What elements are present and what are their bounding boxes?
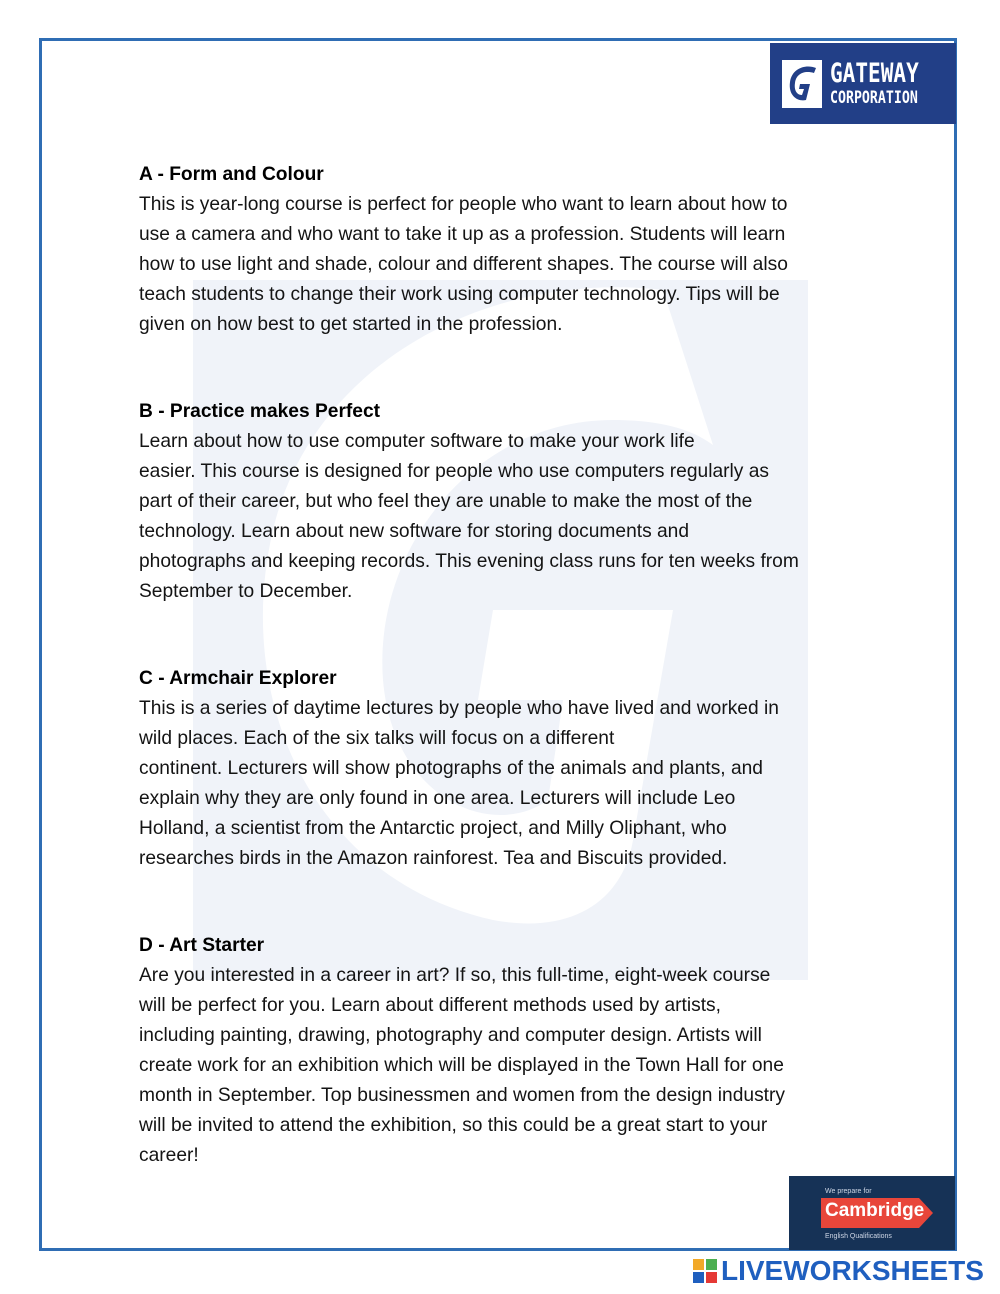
section-line: September to December. <box>139 581 353 602</box>
section-line: given on how best to get started in the profession. <box>139 314 563 335</box>
section-line: use a camera and who want to take it up as a profession. Students will learn <box>139 224 786 245</box>
section-line: Holland, a scientist from the Antarctic project, and Milly Oliphant, who <box>139 818 727 839</box>
gateway-g-icon <box>782 56 826 112</box>
section-c <box>139 664 779 874</box>
section-line: teach students to change their work using computer technology. Tips will be <box>139 284 780 305</box>
section-line: This is year-long course is perfect for people who want to learn about how to <box>139 194 788 215</box>
gateway-watermark-icon <box>193 280 808 980</box>
section-line: including painting, drawing, photography and computer design. Artists will <box>139 1025 762 1046</box>
section-line: Learn about how to use computer software to make your work life <box>139 431 695 452</box>
liveworksheets-wordmark: LIVEWORKSHEETS <box>721 1255 984 1286</box>
logo-line-2: CORPORATION <box>830 88 918 108</box>
section-line: researches birds in the Amazon rainforest. Tea and Biscuits provided. <box>139 848 728 869</box>
cambridge-logo <box>789 1176 955 1250</box>
section-line: continent. Lecturers will show photographs of the animals and plants, and <box>139 758 763 779</box>
section-line: photographs and keeping records. This evening class runs for ten weeks from <box>139 551 799 572</box>
section-title: A - Form and Colour <box>139 164 324 185</box>
section-line: will be invited to attend the exhibition, so this could be a great start to your <box>139 1115 768 1136</box>
liveworksheets-blocks-icon <box>693 1259 717 1283</box>
section-title: D - Art Starter <box>139 935 265 956</box>
section-line: how to use light and shade, colour and different shapes. The course will also <box>139 254 788 275</box>
section-line: Are you interested in a career in art? If so, this full-time, eight-week course <box>139 965 771 986</box>
liveworksheets-brand[interactable] <box>693 1256 984 1286</box>
section-d <box>139 931 785 1171</box>
section-title: C - Armchair Explorer <box>139 668 337 689</box>
logo-line-1: GATEWAY <box>830 58 919 89</box>
section-line: This is a series of daytime lectures by people who have lived and worked in <box>139 698 779 719</box>
section-title: B - Practice makes Perfect <box>139 401 381 422</box>
section-line: explain why they are only found in one area. Lecturers will include Leo <box>139 788 736 809</box>
cambridge-tagline: We prepare for <box>825 1188 872 1195</box>
cambridge-subtitle: English Qualifications <box>825 1233 892 1240</box>
section-line: technology. Learn about new software for storing documents and <box>139 521 690 542</box>
section-line: career! <box>139 1145 199 1166</box>
section-line: easier. This course is designed for people who use computers regularly as <box>139 461 769 482</box>
section-line: wild places. Each of the six talks will focus on a different <box>139 728 615 749</box>
section-line: part of their career, but who feel they are unable to make the most of the <box>139 491 753 512</box>
section-b <box>139 397 799 607</box>
section-line: will be perfect for you. Learn about different methods used by artists, <box>139 995 721 1016</box>
section-line: month in September. Top businessmen and women from the design industry <box>139 1085 785 1106</box>
section-line: create work for an exhibition which will be displayed in the Town Hall for one <box>139 1055 784 1076</box>
section-a <box>139 160 788 340</box>
gateway-logo <box>770 43 956 124</box>
cambridge-name: Cambridge <box>825 1200 925 1221</box>
